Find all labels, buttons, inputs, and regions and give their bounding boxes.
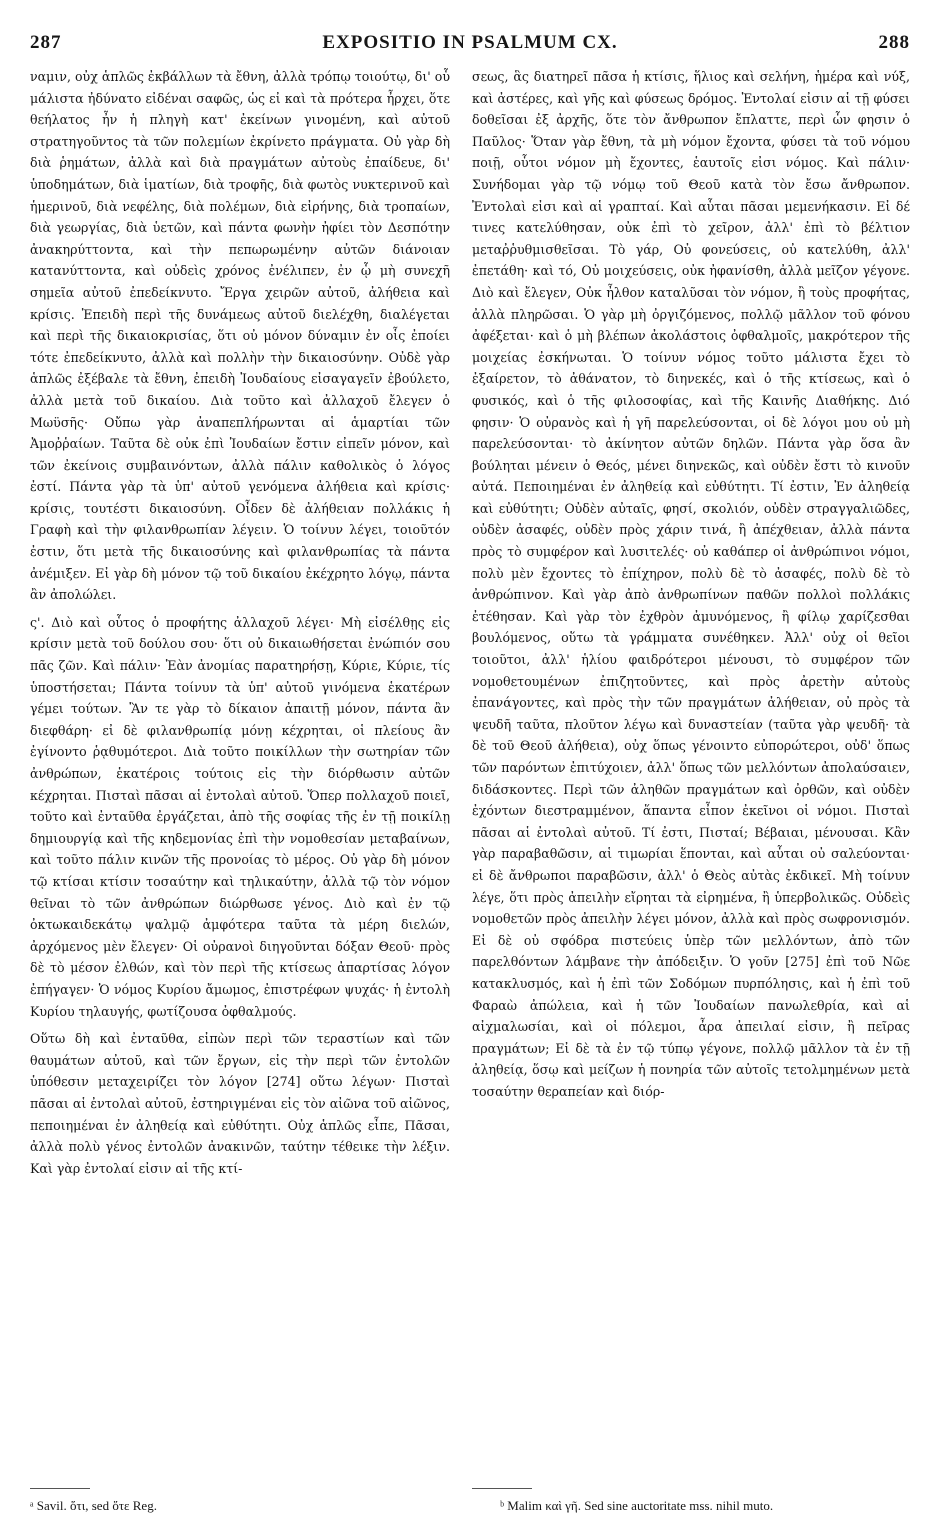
page-number-left: 287: [30, 32, 62, 53]
page-header: [30, 32, 910, 56]
footnote-left: ᵃ Savil. ὅτι, sed ὅτε Reg.: [30, 1498, 157, 1513]
left-paragraph-1: ναμιν, οὐχ ἁπλῶς ἐκβάλλων τὰ ἔθνη, ἀλλὰ τρόπῳ τοιούτῳ, δι' οὗ μάλιστα ἠδύνατο εἰδέναι σαφῶς, ὡς εἰ καὶ τὰ πρότερα ἦρχει, ὅτε θεήλατος ἦν ἡ πληγὴ κατ' ἐκείνων γινομένη, καὶ αὐτοῦ στρατηγοῦντος τὰ τῶν πολεμίων ἐκρίνετο πράγματα. Οὐ γὰρ δὴ διὰ ῥημάτων, ἀλλὰ καὶ διὰ πραγμάτων αὐτοὺς ἐπαίδευε, δι' ὑποδημάτων, διὰ ἱματίων, διὰ τροφῆς, διὰ φωτὸς νυκτερινοῦ καὶ ἡμερινοῦ, διὰ νεφέλης, διὰ πολέμων, διὰ εἰρήνης, διὰ τροπαίων, διὰ γεωργίας, διὰ ὑετῶν, καὶ πάντα φωνὴν ἠφίει τὸν Δεσπότην ἀνακηρύττοντα, καὶ τὴν πεπωρωμένην αὐτῶν διάνοιαν κατανύττοντα, καὶ οὐδεὶς χρόνος ἐνέλιπεν, ἐν ᾧ μὴ συνεχῆ σημεῖα αὐτοῦ ἐπεδείκνυτο. Ἔργα χειρῶν αὐτοῦ, ἀλήθεια καὶ κρίσις. Ἐπειδὴ περὶ τῆς δυνάμεως αὐτοῦ διελέχθη, διαλέγεται καὶ περὶ τῆς δικαιοκρισίας, ὅτι οὐ μόνον δύναμιν ἐν οἷς ἐποίει τότε ἐπεδείκνυτο, ἀλλὰ καὶ πολλὴν τὴν δικαιοσύνην. Οὐδὲ γὰρ ἁπλῶς ἐξέβαλε τὰ ἔθνη, ἐπειδὴ Ἰουδαίους εἰσαγαγεῖν ἐβούλετο, ἀλλὰ μετὰ τοῦ δικαίου. Διὰ τοῦτο καὶ ἀλλαχοῦ ἔλεγεν ὁ Μωϋσῆς· Οὔπω γὰρ ἀναπεπλήρωνται αἱ ἁμαρτίαι τῶν Ἀμοῤῥαίων. Ταῦτα δὲ οὐκ ἐπὶ Ἰουδαίων ἔστιν εἰπεῖν μόνον, καὶ τῶν ἐκείνοις συμβαινόντων, ἀλλὰ πάλιν καθολικὸς ὁ λόγος ἐστί. Πάντα γὰρ τὰ ὑπ' αὐτοῦ γενόμενα ἀλήθεια καὶ κρίσις· κρίσις, τουτέστι δικαιοσύνη. Οἶδεν δὲ ἀλήθειαν πολλάκις ἡ Γραφὴ καὶ τὴν φιλανθρωπίαν λέγειν. Ὁ τοίνυν λέγει, τοιοῦτόν ἐστιν, ὅτι μετὰ τῆς δικαιοσύνης καὶ φιλανθρωπίας τὰ πάντα ἀνέμιξεν. Εἰ γὰρ δὴ μόνον τῷ τοῦ δικαίου ἐκέχρητο λόγῳ, πάντα ἂν ἀπολώλει.: [30, 69, 450, 603]
left-column: [30, 66, 450, 1179]
right-paragraph-1: σεως, ἃς διατηρεῖ πᾶσα ἡ κτίσις, ἥλιος καὶ σελήνη, ἡμέρα καὶ νύξ, καὶ ἀστέρες, καὶ γῆς καὶ φύσεως δρόμος. Ἐντολαί εἰσιν αἱ τῇ φύσει δοθεῖσαι ἐξ ἀρχῆς, ὅτε τὸν ἄνθρωπον ἔπλαττε, περὶ ὧν φησιν ὁ Παῦλος· Ὅταν γὰρ ἔθνη, τὰ μὴ νόμον ἔχοντα, φύσει τὰ τοῦ νόμου ποιῇ, οὗτοι νόμον μὴ ἔχοντες, ἑαυτοῖς εἰσι νόμος. Καὶ πάλιν· Συνήδομαι γὰρ τῷ νόμῳ τοῦ Θεοῦ κατὰ τὸν ἔσω ἄνθρωπον. Ἐντολαὶ εἰσι καὶ αἱ γραπταί. Καὶ αὗται πᾶσαι μεμενήκασιν. Εἰ δέ τινες κατελύθησαν, οὐκ ἐπὶ τὸ χεῖρον, ἀλλ' ἐπὶ τὸ βέλτιον μεταῤῥυθμισθεῖσαι. Τὸ γάρ, Οὐ φονεύσεις, οὐ κατελύθη, ἀλλ' ἐπετάθη· καὶ τό, Οὐ μοιχεύσεις, οὐκ ἠφανίσθη, ἀλλὰ μεῖζον γέγονε. Διὸ καὶ ἔλεγεν, Οὐκ ἦλθον καταλῦσαι τὸν νόμον, ἢ τοὺς προφήτας, ἀλλὰ πληρῶσαι. Ὁ γὰρ μὴ ὀργιζόμενος, πολλῷ μᾶλλον τοῦ φόνου ἀφέξεται· καὶ ὁ μὴ βλέπων ἀκολάστοις ὀφθαλμοῖς, μακρότερον τῆς μοιχείας ἐσκήνωται. Ὁ τοίνυν νόμος τοῦτο μάλιστα ἔχει τὸ ἐξαίρετον, τὸ ἀθάνατον, τὸ διηνεκές, καὶ ὁ τῆς κτίσεως, καὶ ὁ φυσικός, καὶ ὁ τῆς φιλοσοφίας, καὶ τῆς Καινῆς Διαθήκης. Διό φησιν· Ὁ οὐρανὸς καὶ ἡ γῆ παρελεύσονται, οἱ δὲ λόγοι μου οὐ μὴ παρελεύσονται· τὸ ἀκίνητον αὐτῶν δηλῶν. Πάντα γὰρ ὅσα ἂν βούληται μένειν ὁ Θεός, μένει διηνεκῶς, καὶ οὐδὲν ἔστι τὸ κινοῦν αὐτά. Πεποιημέναι ἐν ἀληθείᾳ καὶ εὐθύτητι. Τί ἐστιν, Ἐν ἀληθείᾳ καὶ εὐθύτητι; Οὐδὲν αὐταῖς, φησί, σκολιόν, οὐδὲν στραγγαλιῶδες, οὐδὲν ἀσαφές, οὐδὲν πρὸς χάριν τινά, ἢ ἀπέχθειαν, ἀλλὰ πάντα πρὸς τὸ συμφέρον καὶ λυσιτελές· οὐ καθάπερ οἱ ἀνθρώπινοι νόμοι, πολὺ μὲν ἔχοντες τὸ ἐπίχηρον, πολὺ δὲ τὸ ἀσαφές, πολὺ δὲ τὸ ἀνθρώπινον. Καὶ γὰρ ἀπὸ ἀνθρωπίνων παθῶν πολλοὶ πολλάκις ἐτέθησαν. Καὶ γὰρ τὸν ἐχθρὸν ἀμυνόμενος, ἢ φίλῳ χαρίζεσθαι βουλόμενος, οὕτω τὰ γράμματα συνέθηκεν. Ἀλλ' οὐχ οἱ θεῖοι τοιοῦτοι, ἀλλ' ἡλίου φαιδρότεροι μένουσι, τὸ συμφέρον τῶν νομοθετουμένων ἐπιζητοῦντες, καὶ πρὸς ἀρετὴν αὐτοὺς ἐπανάγοντες, καὶ πρὸς τὴν τῶν πραγμάτων ἀλήθειαν, οὐ πρὸς τὰ ψευδῆ ταῦτα, πλοῦτον λέγω καὶ δυναστείαν (ταῦτα γὰρ ψευδῆ· τὰ δὲ τοῦ Θεοῦ ἀλήθεια), οὐχ ὅπως γένοιντο εὐπορώτεροι, οὐδ' ὅπως τῶν παρόντων ἐπιτύχοιεν, ἀλλ' ὅπως τῶν μελλόντων ἀπολαύσαιεν, διδάσκοντες. Περὶ τῶν ἀληθῶν πραγμάτων καὶ ὀρθῶν, καὶ οὐδὲν ἐχόντων διεστραμμένον, ἅπαντα εἶπον ἐκεῖνοι οἱ νόμοι. Πισταὶ πᾶσαι αἱ ἐντολαὶ αὐτοῦ. Τί ἐστι, Πισταί; Βέβαιαι, μένουσαι. Κἂν γὰρ παραβαθῶσιν, αἱ τιμωρίαι ἕπονται, καὶ αὗται οὐ σαλεύονται· εἰ δὲ ἄνθρωποι παραβῶσιν, ἀλλ' ὁ Θεὸς αὐτὰς ἐκδικεῖ. Μὴ τοίνυν λέγε, ὅτι πρὸς ἀπειλὴν εἴρηται τὰ εἰρημένα, ἢ ὑπερβολικῶς. Οὐδεὶς νομοθετῶν πρὸς ἀπειλὴν λέγει μόνον, ἀλλὰ καὶ πρὸς σωφρονισμόν. Εἰ δὲ οὐ σφόδρα πιστεύεις ὑπὲρ τῶν μελλόντων, ἀπὸ τῶν παρελθόντων λάμβανε τὴν ἀπόδειξιν. Ὁ γοῦν [275] ἐπὶ τοῦ Νῶε κατακλυσμός, καὶ ἡ ἐπὶ τῶν Σοδόμων πυρπόλησις, καὶ ἡ ἐπὶ τοῦ Φαραὼ ἀπώλεια, καὶ ἡ τῶν Ἰουδαίων πανωλεθρία, καὶ αἱ αἰχμαλωσίαι, καὶ οἱ πόλεμοι, ἆρα ἀπειλαί εἰσιν, ἢ πεῖρας πραγμάτων; Εἰ δὲ τὰ ἐν τῷ τύπῳ γέγονε, πολλῷ μᾶλλον τὰ ἐν τῇ ἀληθείᾳ, ὅσῳ καὶ μείζων ἡ πονηρία τῶν αὐτοῖς τετολμημένων μετὰ τοσαύτην θεραπείαν καὶ διόρ-: [472, 69, 910, 1099]
footnote-rule-right: [472, 1488, 532, 1489]
footnote-rule-left: [30, 1488, 90, 1489]
footnote-right: ᵇ Malim καὶ γῆ. Sed sine auctoritate mss. nihil muto.: [500, 1498, 774, 1513]
left-paragraph-3: Οὕτω δὴ καὶ ἐνταῦθα, εἰπὼν περὶ τῶν τεραστίων καὶ τῶν θαυμάτων αὐτοῦ, καὶ τῶν ἔργων, εἰς τὴν περὶ τῶν ἐντολῶν ὑπόθεσιν μεταχειρίζει τὸν λόγον [274] οὕτω λέγων· Πισταὶ πᾶσαι αἱ ἐντολαὶ αὐτοῦ, ἐστηριγμέναι εἰς τὸν αἰῶνα τοῦ αἰῶνος, πεποιημέναι ἐν ἀληθείᾳ καὶ εὐθύτητι. Οὐχ ἁπλῶς εἶπε, Πᾶσαι, ἀλλὰ πολὺ γένος ἐντολῶν ἀνακινῶν, ταύτην τέθεικε τὴν λέξιν. Καὶ γὰρ ἐντολαί εἰσιν αἱ τῆς κτί-: [30, 1031, 450, 1176]
running-title: EXPOSITIO IN PSALMUM CX.: [322, 32, 618, 53]
right-column: [472, 66, 910, 1103]
page-number-right: 288: [878, 32, 910, 53]
left-paragraph-2: ς'. Διὸ καὶ οὗτος ὁ προφήτης ἀλλαχοῦ λέγει· Μὴ εἰσέλθῃς εἰς κρίσιν μετὰ τοῦ δούλου σου· ὅτι οὐ δικαιωθήσεται ἐνώπιόν σου πᾶς ζῶν. Καὶ πάλιν· Ἐὰν ἀνομίας παρατηρήσῃ, Κύριε, Κύριε, τίς ὑποστήσεται; Πάντα τοίνυν τὰ ὑπ' αὐτοῦ γινόμενα ἑκατέρων γέμει τούτων. Ἂν τε γὰρ τὸ δίκαιον ἀπαιτῇ μόνον, πάντα ἂν διεφθάρη· εἰ δὲ φιλανθρωπίᾳ μόνῃ κέχρηται, οἱ πλείους ἂν ἐγίνοντο ῥᾳθυμότεροι. Διὰ τοῦτο ποικίλλων τὴν σωτηρίαν τῶν ἀνθρώπων, ἑκατέροις τούτοις εἰς τὴν διόρθωσιν αὐτῶν κέχρηται. Πισταὶ πᾶσαι αἱ ἐντολαὶ αὐτοῦ. Ὅπερ πολλαχοῦ ποιεῖ, τοῦτο καὶ ἐνταῦθα ἐργάζεται, ἀπὸ τῆς σοφίας τῆς ἐν τῇ ποικίλῃ δημιουργίᾳ καὶ τῆς κηδεμονίας ἐπὶ τὴν νομοθεσίαν μεταβαίνων, καὶ τοῦτο πάλιν κινῶν τῆς προνοίας τὸ μέρος. Οὐ γὰρ δὴ μόνον τῷ κτίσαι κτίσιν τοσαύτην καὶ τηλικαύτην, ἀλλὰ τῷ τὸν νόμον θεῖναι τὸ τῶν ἀνθρώπων διώρθωσε γένος. Διὸ καὶ ἐν τῷ ὀκτωκαιδεκάτῳ ψαλμῷ ἀμφότερα ταῦτα τὰ μέρη διελών, ἀρχόμενος μὲν ἔλεγεν· Οἱ οὐρανοὶ διηγοῦνται δόξαν Θεοῦ· πρὸς δὲ τὸ μέσον ἐλθών, καὶ τὸν περὶ τῆς κτίσεως ἀπαρτίσας λόγον ἐπήγαγεν· Ὁ νόμος Κυρίου ἄμωμος, ἐπιστρέφων ψυχάς· ἡ ἐντολὴ Κυρίου τηλαυγής, φωτίζουσα ὀφθαλμούς.: [30, 614, 450, 1019]
